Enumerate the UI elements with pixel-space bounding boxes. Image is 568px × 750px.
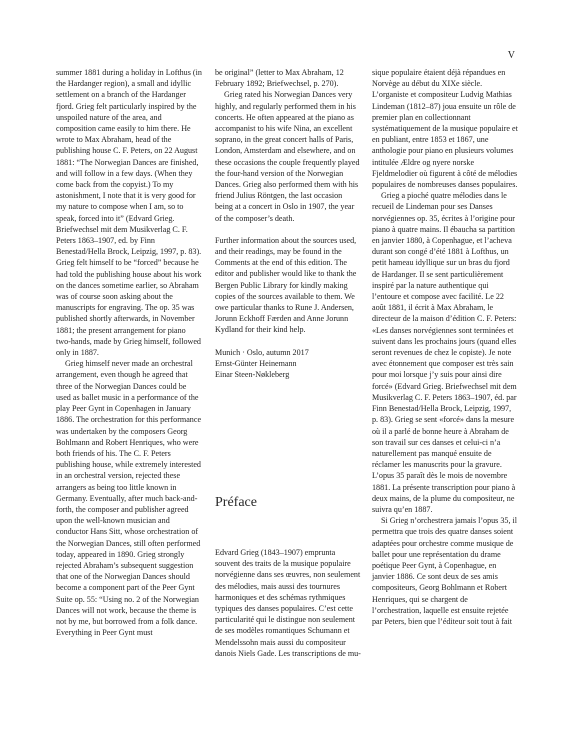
french-preface-column-2 xyxy=(372,67,518,627)
english-preface-column-1 xyxy=(56,67,202,638)
paragraph: summer 1881 during a holiday in Lofthus (in the Hardanger region), a small and idyllic settlement on a branch of the Hardanger fjord. Grieg felt particularly inspired by the unspoiled nature of the area, and composition came easily to him there. He wrote to Max Abraham, head of the publishing house C. F. Peters, on 22 August 1881: “The Norwegian Dances are finished, and will follow in a few days. (When they come back from the copyist.) To my astonishment, I note that it is very good for my nature to compose when I am, so to speak, forced into it” (Edvard Grieg. Briefwechsel mit dem Musikverlag C. F. Peters 1863–1907, ed. by Finn Benestad/Hella Brock, Leipzig, 1997, p. 83). Grieg felt himself to be “forced” because he had told the publishing house about his work on the dances sometime earlier, so Abraham was of course soon asking about the manuscripts for engraving. The op. 35 was published shortly afterwards, in November 1881; the present arrangement for piano two-hands, made by Grieg himself, followed only in 1887. xyxy=(56,68,202,358)
section-heading: Préface xyxy=(215,495,257,510)
signature-name: Einar Steen-Nøkleberg xyxy=(215,370,290,380)
paragraph: sique populaire étaient déjà répandues en Norvège au début du XIXe siècle. L’organiste et compositeur Ludvig Mathias Lindeman (1812–87) joua ensuite un rôle de premier plan en collectionnant systématiquement de la musique populaire et en publiant, entre 1853 et 1867, une anthologie pour piano en plusieurs volumes intitulée Ældre og nyere norske Fjeldmelodier où figurent à côté de mélodies populaires de nombreuses danses populaires. xyxy=(372,68,518,190)
page-number: V xyxy=(507,50,515,61)
signature-name: Ernst-Günter Heinemann xyxy=(215,358,297,368)
signature-place-date: Munich · Oslo, autumn 2017 xyxy=(215,347,309,357)
paragraph: Grieg himself never made an orchestral arrangement, even though he agreed that three of the Norwegian Dances could be used as ballet music in a performance of the play Peer Gynt in Copenhagen in January 1886. The orchestration for this performance was undertaken by the composers Georg Bohlmann and Robert Henriques, who were both friends of his. The C. F. Peters publishing house, while extremely interested in an orchestral version, rejected these arrangers as being too little known in Germany. Eventually, after much back-and-forth, the composer and publisher agreed upon the well-known musician and conductor Hans Sitt, whose orchestration of the Norwegian Dances, still often performed today, appeared in 1890. Grieg strongly rejected Abraham’s subsequent suggestion that one of the Norwegian Dances should become a component part of the Peer Gynt Suite op. 55: “Using no. 2 of the Norwegian Dances will not work, because the theme is not by me, but borrowed from a folk dance. Everything in Peer Gynt must xyxy=(56,359,202,638)
paragraph: be original” (letter to Max Abraham, 12 February 1892; Briefwechsel, p. 270). xyxy=(215,68,344,89)
paragraph: Further information about the sources used, and their readings, may be found in the Comments at the end of this edition. The editor and publisher would like to thank the Bergen Public Library for kindly making copies of the sources available to them. We owe particular thanks to Rune J. Andersen, Jorunn Eckhoff Færden and Anne Jorunn Kydland for their kind help. xyxy=(215,235,357,335)
paragraph: Edvard Grieg (1843–1907) emprunta souvent des traits de la musique populaire norvégienne dans ses œuvres, non seulement des mélodies, mais aussi des tournures harmoniques et des schémas rythmiques typiques des danses populaires. C’est cette particularité qui le distingue non seulement de ses modèles romantiques Schumann et Mendelssohn mais aussi du compositeur danois Niels Gade. Les transcriptions de mu- xyxy=(215,548,361,658)
french-preface-column-1 xyxy=(215,547,361,659)
paragraph: Grieg a pioché quatre mélodies dans le recueil de Lindeman pour ses Danses norvégiennes op. 35, écrites à l’origine pour piano à quatre mains. Il ébaucha sa partition en janvier 1880, à Copenhague, et l’acheva durant son congé d’été 1881 à Lofthus, un petit hameau idyllique sur un bras du fjord de Hardanger. Il se sent particulièrement inspiré par la nature authentique qui l’entoure et compose avec facilité. Le 22 août 1881, il écrit à Max Abraham, le directeur de la maison d’édition C. F. Peters: «Les danses norvégiennes sont terminées et suivent dans les prochains jours (quand elles seront revenues de chez le copiste). Je note avec étonnement que composer est très sain pour moi lorsque j’y suis pour ainsi dire forcé» (Edvard Grieg. Briefwechsel mit dem Musikverlag C. F. Peters 1863–1907, éd. par Finn Benestad/Hella Brock, Leipzig, 1997, p. 83). Grieg se sent «forcé» dans la mesure où il a parlé de bonne heure à Abraham de son travail sur ces danses et celui-ci n’a naturellement pas manqué ensuite de réclamer les manuscrits pour la gravure. L’opus 35 paraît dès le mois de novembre 1881. La présente transcription pour piano à deux mains, de la plume du compositeur, ne suivra qu’en 1887. xyxy=(372,191,517,514)
paragraph: Si Grieg n’orchestrera jamais l’opus 35, il permettra que trois des quatre danses soient adaptées pour orchestre comme musique de ballet pour une représentation du drame poétique Peer Gynt, à Copenhague, en janvier 1886. Ce sont deux de ses amis compositeurs, Georg Bohlmann et Robert Henriques, qui se chargent de l’orchestration, laquelle est ensuite rejetée par Peters, bien que l’éditeur soit tout à fait xyxy=(372,516,517,626)
paragraph: Grieg rated his Norwegian Dances very highly, and regularly performed them in his concerts. He often appeared at the piano as accompanist to his wife Nina, an excellent soprano, in the great concert halls of Paris, London, Amsterdam and elsewhere, and on these occasions the couple frequently played the four-hand version of the Norwegian Dances. Grieg also performed them with his friend Julius Röntgen, the last occasion being at a concert in Oslo in 1907, the year of the composer’s death. xyxy=(215,90,360,223)
english-preface-column-2 xyxy=(215,67,361,380)
